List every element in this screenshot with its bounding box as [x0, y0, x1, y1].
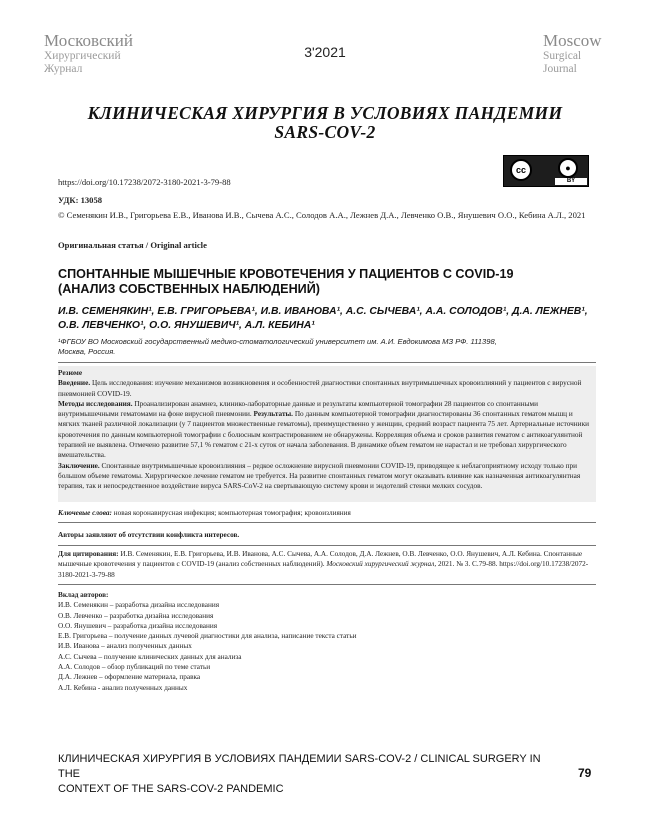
contribution-item: А.Л. Кебина - анализ полученных данных	[58, 683, 188, 692]
journal-logo-english	[543, 31, 602, 76]
keywords-label: Ключевые слова:	[58, 509, 112, 517]
author-line-2: О.В. ЛЕВЧЕНКО¹, О.О. ЯНУШЕВИЧ¹, А.Л. КЕБИНА¹	[58, 320, 315, 331]
contribution-item: А.С. Сычева – получение клинических данных для анализа	[58, 652, 242, 661]
issue-number: 3'2021	[304, 44, 346, 60]
conflict-of-interest: Авторы заявляют об отсутствии конфликта интересов.	[58, 531, 240, 539]
abstract	[58, 368, 596, 492]
methods-text: Проанализирован анамнез, клинико-лабораторные данные и результаты компьютерной томографии 28 пациентов со спонтанными внутримышечными гематомами на фоне вирусной пневмонии.	[58, 399, 538, 419]
article-type: Оригинальная статья / Original article	[58, 240, 207, 250]
divider	[58, 584, 596, 585]
abstract-heading: Резюме	[58, 369, 83, 377]
affiliation	[58, 337, 598, 357]
section-title	[60, 104, 590, 142]
section-title-line-1: КЛИНИЧЕСКАЯ ХИРУРГИЯ В УСЛОВИЯХ ПАНДЕМИИ	[87, 103, 563, 123]
contribution-item: Е.В. Григорьева – получение данных лучевой диагностики для анализа, написание текста статьи	[58, 632, 357, 641]
contributions-heading: Вклад авторов:	[58, 591, 109, 599]
contributions-list	[58, 600, 596, 693]
contribution-item: И.В. Иванова – анализ полученных данных	[58, 642, 192, 651]
article-title-line-2: (АНАЛИЗ СОБСТВЕННЫХ НАБЛЮДЕНИЙ)	[58, 281, 320, 296]
contribution-item: О.О. Янушевич – разработка дизайна исследования	[58, 621, 218, 630]
abstract-methods-results	[58, 399, 596, 461]
results-text: По данным компьютерной томографии диагностированы 36 спонтанных гематом мышц и мягких тканей различной локализации (у 7 пациентов множественные гематомы), преимущественно у женщин, средний возраст пациента 75 лет. Артериальные источники кровотечения по данным компьютерной томографии с болюсным контрастированием не обнаружены. Корреляция объема и сроков развития гематом с антикоагулянтной терапией не выявлена. Отмечено развитие 57,1 % гематом с 21-х суток от начала заболевания. В динамике объем гематом не нарастал и не требовал хирургического вмешательства.	[58, 410, 589, 460]
author-line-1: И.В. СЕМЕНЯКИН¹, Е.В. ГРИГОРЬЕВА¹, И.В. ИВАНОВА¹, А.С. СЫЧЕВА¹, А.А. СОЛОДОВ¹, Д.А. ЛЕЖНЕВ¹,	[58, 306, 588, 317]
divider	[58, 362, 596, 363]
logo-line-1: Московский	[44, 31, 133, 50]
by-label: BY	[566, 178, 576, 184]
by-label-strip	[555, 178, 587, 185]
logo-line-2: Хирургический	[44, 50, 121, 62]
contribution-item: А.А. Солодов – обзор публикаций по теме статьи	[58, 663, 211, 672]
section-title-line-2: SARS-COV-2	[274, 122, 376, 142]
affiliation-line-2: Москва, Россия.	[58, 347, 116, 356]
affiliation-line-1: ¹ФГБОУ ВО Московский государственный медико-стоматологический университет им. А.И. Евдокимова МЗ РФ. 111398,	[58, 337, 497, 346]
contribution-item: И.В. Семенякин – разработка дизайна исследования	[58, 601, 220, 610]
logo-line-2: Surgical	[543, 50, 582, 62]
person-icon: ●	[558, 158, 578, 178]
footer-line-2: CONTEXT OF THE SARS-COV-2 PANDEMIC	[58, 783, 284, 795]
author-list	[58, 305, 598, 333]
keywords-text: новая коронавирусная инфекция; компьютерная томография; кровоизлияния	[111, 509, 351, 517]
divider	[58, 545, 596, 546]
page-number: 79	[578, 766, 592, 780]
running-footer	[58, 752, 558, 797]
contribution-item: О.В. Левченко – разработка дизайна исследования	[58, 611, 214, 620]
citation-journal: Московский хирургический журнал	[326, 560, 435, 569]
udk-code: УДК: 13058	[58, 195, 103, 205]
author-contributions	[58, 590, 596, 693]
citation-text: И.В. Семенякин, Е.В. Григорьева, И.В. Иванова, А.С. Сычева, А.А. Солодов, Д.А. Лежнев, О.В. Левченко, О.О. Янушевич, А.Л. Кебина. Спонтанные мышечные кровотечения у пациентов с COVID-19 (анализ собственных наблюдений).	[58, 550, 583, 569]
methods-label: Методы исследования.	[58, 399, 133, 408]
intro-label: Введение.	[58, 379, 91, 388]
doi-link[interactable]: https://doi.org/10.17238/2072-3180-2021-3-79-88	[58, 177, 231, 187]
divider	[58, 522, 596, 523]
logo-line-1: Moscow	[543, 31, 602, 50]
cc-icon: cc	[510, 159, 532, 181]
contribution-item: Д.А. Лежнев – оформление материала, правка	[58, 673, 201, 682]
abstract-conclusion	[58, 461, 596, 492]
citation-tail: , 2021. № 3. С.79-88. https://doi.org/10.17238/2072-3180-2021-3-79-88	[58, 560, 589, 579]
footer-line-1: КЛИНИЧЕСКАЯ ХИРУРГИЯ В УСЛОВИЯХ ПАНДЕМИИ SARS-COV-2 / CLINICAL SURGERY IN THE	[58, 753, 541, 780]
logo-line-3: Journal	[543, 63, 577, 75]
intro-text: Цель исследования: изучение механизмов возникновения и особенностей диагностики спонтанных внутримышечных кровоизлияний у пациентов с вирусной пневмонией COVID-19.	[58, 379, 582, 398]
keywords	[58, 508, 596, 518]
citation	[58, 549, 596, 580]
article-title-line-1: СПОНТАННЫЕ МЫШЕЧНЫЕ КРОВОТЕЧЕНИЯ У ПАЦИЕНТОВ С COVID-19	[58, 267, 514, 281]
conclusion-text: Спонтанные внутримышечные кровоизлияния – редкое осложнение вирусной пневмонии COVID-19, приводящее к неблагоприятному исходу только при большом объеме гематомы. Хирургическое лечение гематом не требуется. На развитие спонтанных гематом могут оказывать влияние как назначенная антикоагулянтная терапия, так и непосредственное воздействие вируса SARS-CoV-2 на свертывающую систему крови и эндотелий стенки мелких сосудов.	[58, 461, 581, 491]
cc-by-license-badge[interactable]	[503, 155, 589, 187]
citation-label: Для цитирования:	[58, 550, 119, 558]
conclusion-label: Заключение.	[58, 461, 100, 470]
logo-line-3: Журнал	[44, 63, 83, 75]
copyright-notice: © Семенякин И.В., Григорьева Е.В., Иванова И.В., Сычева А.С., Солодов А.А., Лежнев Д.А., Левченко О.В., Янушевич О.О., Кебина А.Л., 2021	[58, 210, 586, 220]
results-label: Результаты.	[251, 410, 293, 419]
article-title	[58, 267, 598, 296]
abstract-introduction	[58, 378, 596, 399]
